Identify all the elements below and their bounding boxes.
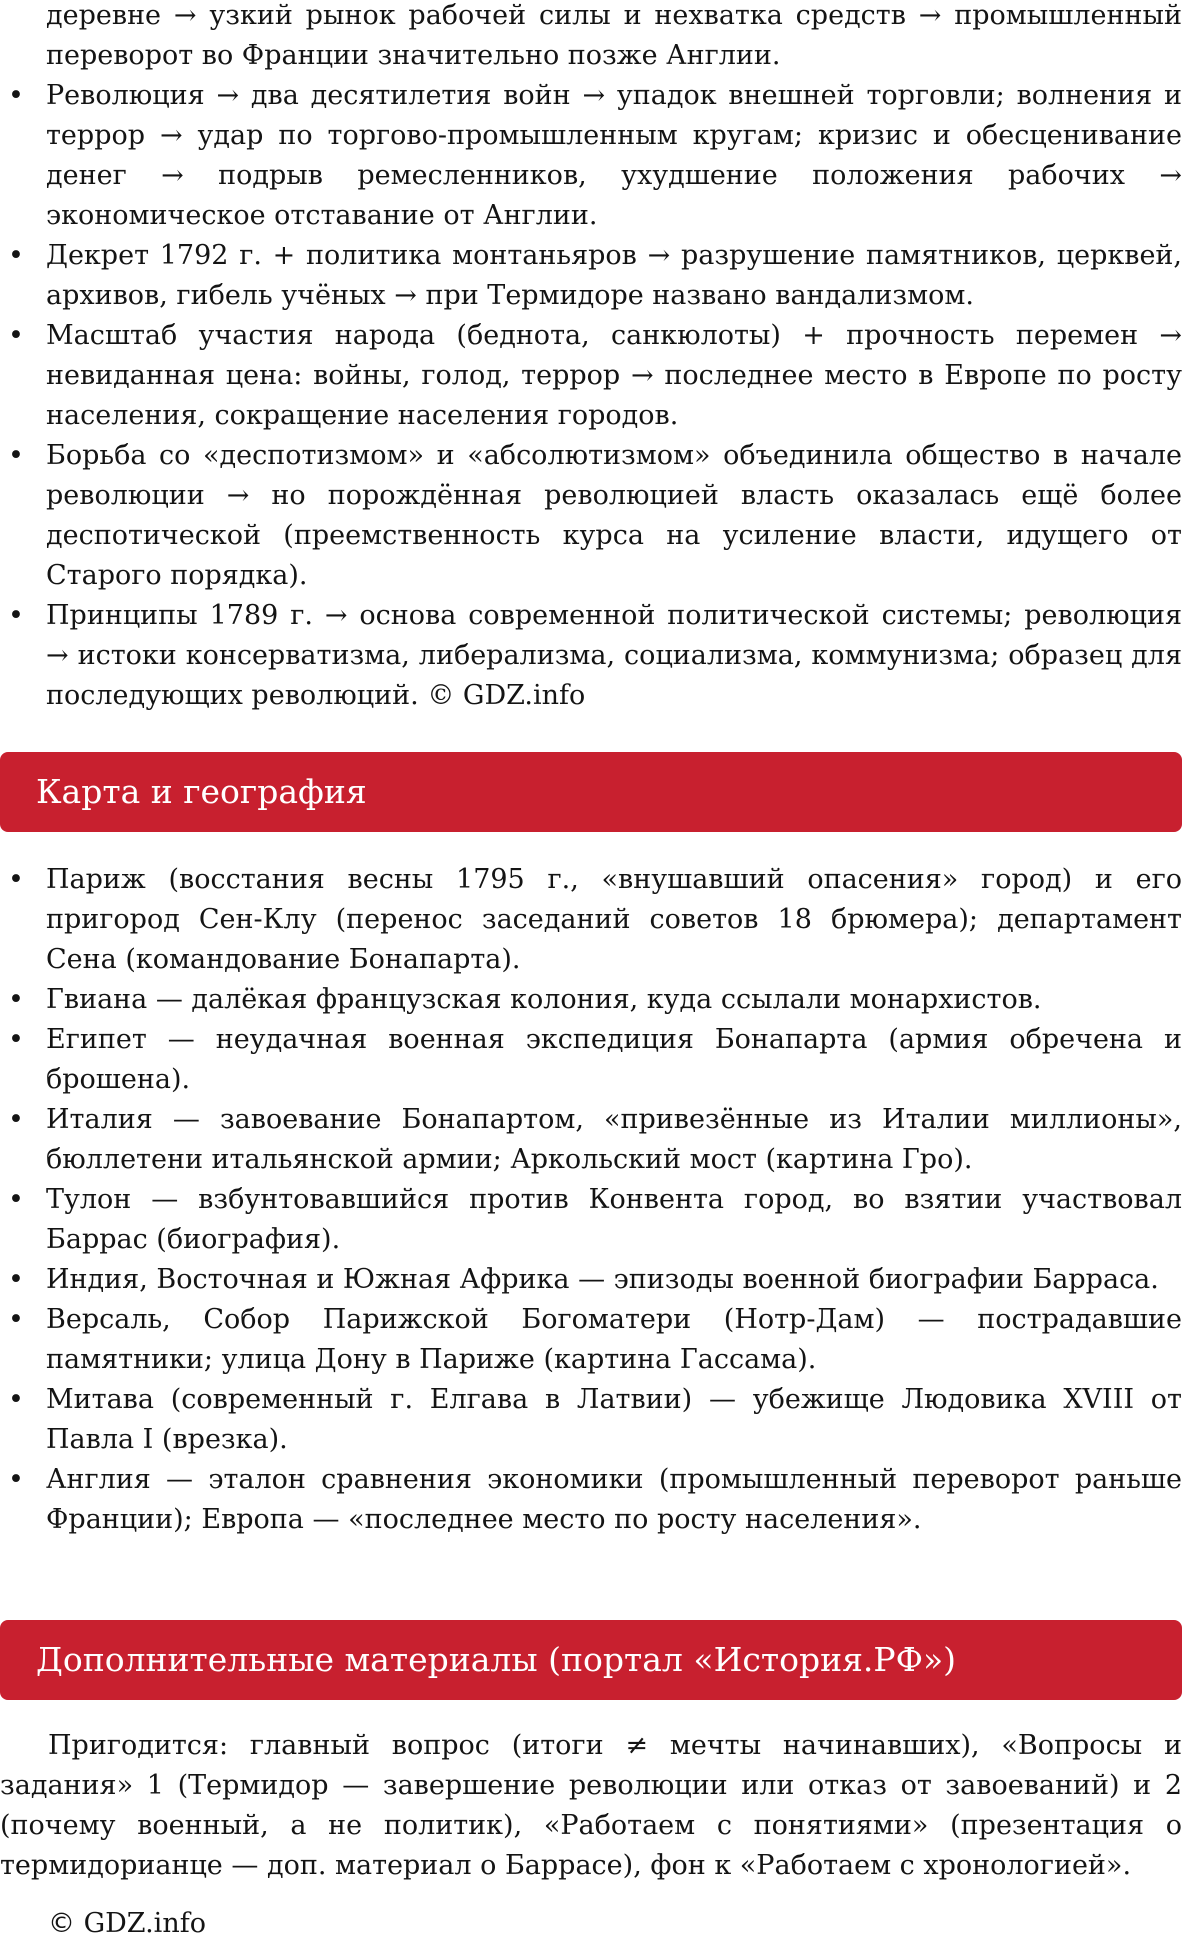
list-item-text: Англия — эталон сравнения экономики (промышленный переворот раньше Франции); Европа — «последнее место по росту населения». bbox=[46, 1464, 1182, 1535]
list-item-text: Гвиана — далёкая французская колония, куда ссылали монархистов. bbox=[46, 984, 1042, 1015]
geo-section bbox=[0, 860, 1182, 1540]
bullet-icon: • bbox=[8, 240, 24, 271]
list-item-text: Индия, Восточная и Южная Африка — эпизоды военной биографии Барраса. bbox=[46, 1264, 1159, 1295]
geo-bullet-list bbox=[0, 860, 1182, 1540]
bullet-icon: • bbox=[8, 80, 24, 111]
list-item-text: Декрет 1792 г. + политика монтаньяров → разрушение памятников, церквей, архивов, гибель учёных → при Термидоре названо вандализмом. bbox=[46, 240, 1182, 311]
list-item bbox=[8, 1100, 1182, 1180]
section-header-extra: Дополнительные материалы (портал «История.РФ») bbox=[0, 1620, 1182, 1700]
bullet-icon: • bbox=[8, 1384, 24, 1415]
list-item bbox=[8, 316, 1182, 436]
footer-copyright bbox=[48, 1904, 206, 1944]
copyright-icon: © bbox=[48, 1908, 75, 1939]
list-item-text: Масштаб участия народа (беднота, санкюлоты) + прочность перемен → невиданная цена: войны, голод, террор → последнее место в Европе по росту населения, сокращение населения городов. bbox=[46, 320, 1182, 431]
bullet-icon: • bbox=[8, 1104, 24, 1135]
list-item-text: Митава (современный г. Елгава в Латвии) — убежище Людовика XVIII от Павла I (врезка). bbox=[46, 1384, 1182, 1455]
bullet-icon: • bbox=[8, 864, 24, 895]
footer-site-name: GDZ.info bbox=[83, 1908, 206, 1939]
bullet-icon: • bbox=[8, 1264, 24, 1295]
list-item bbox=[8, 980, 1182, 1020]
bullet-icon: • bbox=[8, 1184, 24, 1215]
bullet-icon: • bbox=[8, 1464, 24, 1495]
bullet-icon: • bbox=[8, 984, 24, 1015]
bullet-icon: • bbox=[8, 600, 24, 631]
list-item-text: Тулон — взбунтовавшийся против Конвента город, во взятии участвовал Баррас (биография). bbox=[46, 1184, 1182, 1255]
list-item bbox=[8, 236, 1182, 316]
top-section bbox=[0, 0, 1182, 716]
list-item-text: Версаль, Собор Парижской Богоматери (Нотр-Дам) — пострадавшие памятники; улица Дону в Париже (картина Гассама). bbox=[46, 1304, 1182, 1375]
list-item-text: Революция → два десятилетия войн → упадок внешней торговли; волнения и террор → удар по торгово-промышленным кругам; кризис и обесценивание денег → подрыв ремесленников, ухудшение положения рабочих → экономическое отставание от Англии. bbox=[46, 80, 1182, 231]
bullet-icon: • bbox=[8, 1304, 24, 1335]
list-item bbox=[8, 1260, 1182, 1300]
list-item bbox=[8, 1180, 1182, 1260]
list-item bbox=[8, 1380, 1182, 1460]
bullet-icon: • bbox=[8, 440, 24, 471]
list-item bbox=[8, 1460, 1182, 1540]
list-item bbox=[8, 436, 1182, 596]
list-item bbox=[8, 860, 1182, 980]
list-item bbox=[8, 1300, 1182, 1380]
top-bullet-list bbox=[0, 76, 1182, 716]
list-item-text: Египет — неудачная военная экспедиция Бонапарта (армия обречена и брошена). bbox=[46, 1024, 1182, 1095]
list-item bbox=[8, 596, 1182, 716]
bullet-icon: • bbox=[8, 1024, 24, 1055]
extra-paragraph: Пригодится: главный вопрос (итоги ≠ мечты начинавших), «Вопросы и задания» 1 (Термидор — завершение революции или отказ от завоеваний) и 2 (почему военный, а не политик), «Работаем с понятиями» (презентация о термидорианце — доп. материал о Баррасе), фон к «Работаем с хронологией». bbox=[0, 1730, 1182, 1881]
bullet-icon: • bbox=[8, 320, 24, 351]
list-item-text: Париж (восстания весны 1795 г., «внушавший опасения» город) и его пригород Сен-Клу (перенос заседаний советов 18 брюмера); департамент Сена (командование Бонапарта). bbox=[46, 864, 1182, 975]
list-item-text: Борьба со «деспотизмом» и «абсолютизмом» объединила общество в начале революции → но порождённая революцией власть оказалась ещё более деспотической (преемственность курса на усиление власти, идущего от Старого порядка). bbox=[46, 440, 1182, 591]
section-header-geo: Карта и география bbox=[0, 752, 1182, 832]
list-item-text: Италия — завоевание Бонапартом, «привезённые из Италии миллионы», бюллетени итальянской армии; Аркольский мост (картина Гро). bbox=[46, 1104, 1182, 1175]
continuation-text: деревне → узкий рынок рабочей силы и нехватка средств → промышленный переворот во Франции значительно позже Англии. bbox=[46, 0, 1182, 71]
list-item bbox=[8, 1020, 1182, 1100]
list-item-text: Принципы 1789 г. → основа современной политической системы; революция → истоки консерватизма, либерализма, социализма, коммунизма; образец для последующих революций. © GDZ.info bbox=[46, 600, 1182, 711]
list-item bbox=[8, 76, 1182, 236]
